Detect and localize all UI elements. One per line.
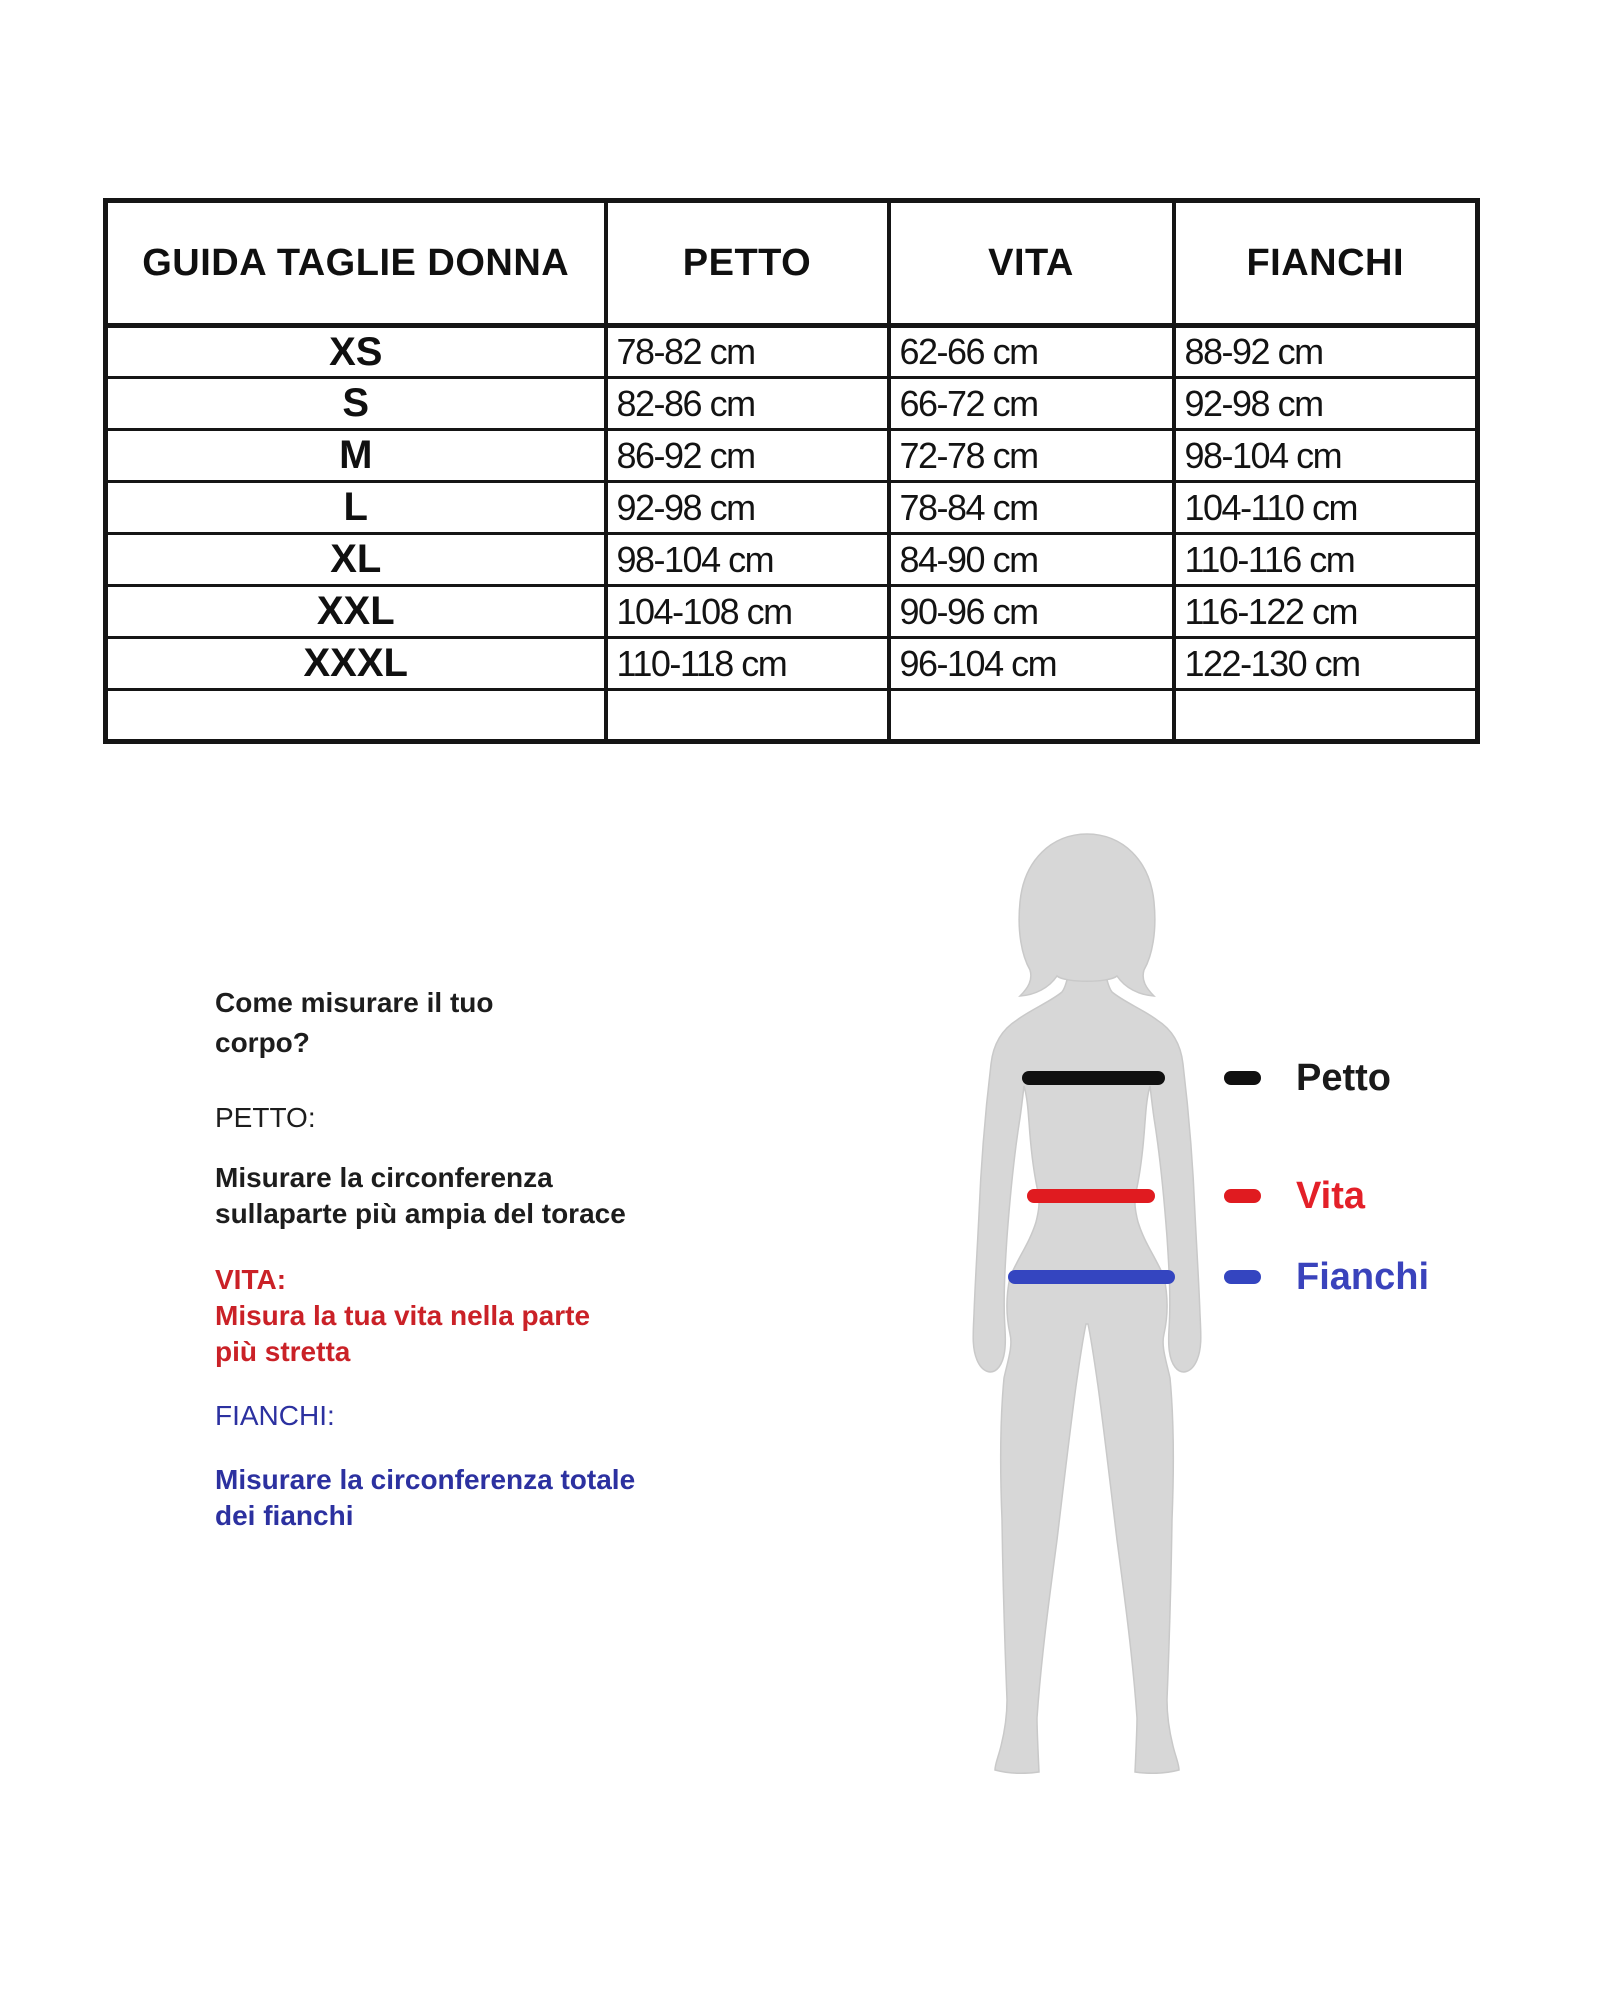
table-row <box>106 326 1478 378</box>
cell-fianchi: 98-104 cm <box>1174 430 1478 482</box>
cell-petto: 86-92 cm <box>606 430 889 482</box>
instruction-label-vita: VITA: <box>215 1264 287 1295</box>
cell-size: L <box>106 482 606 534</box>
table-row <box>106 430 1478 482</box>
table-title: GUIDA TAGLIE DONNA <box>106 201 606 326</box>
col-header-vita: VITA <box>889 201 1174 326</box>
col-header-petto: PETTO <box>606 201 889 326</box>
cell-petto: 104-108 cm <box>606 586 889 638</box>
cell-size: M <box>106 430 606 482</box>
cell-vita: 72-78 cm <box>889 430 1174 482</box>
instructions-sections <box>215 1100 755 1534</box>
col-header-fianchi: FIANCHI <box>1174 201 1478 326</box>
cell-petto: 78-82 cm <box>606 326 889 378</box>
instruction-label-fianchi: FIANCHI: <box>215 1400 335 1431</box>
cell-size: XS <box>106 326 606 378</box>
cell-size <box>106 690 606 742</box>
cell-fianchi: 104-110 cm <box>1174 482 1478 534</box>
legend-label-vita: Vita <box>1296 1175 1366 1217</box>
measure-line-fianchi <box>1008 1270 1175 1284</box>
measure-line-vita <box>1027 1189 1155 1203</box>
instruction-text-line: Misura la tua vita nella parte <box>215 1300 591 1331</box>
table-row <box>106 638 1478 690</box>
instruction-text-line: dei fianchi <box>215 1500 354 1531</box>
cell-size: XXL <box>106 586 606 638</box>
instruction-text-line: più stretta <box>215 1336 351 1367</box>
table-row <box>106 534 1478 586</box>
cell-fianchi: 92-98 cm <box>1174 378 1478 430</box>
table-row <box>106 378 1478 430</box>
table-header-row <box>106 201 1478 326</box>
cell-petto: 98-104 cm <box>606 534 889 586</box>
cell-fianchi <box>1174 690 1478 742</box>
table-row <box>106 586 1478 638</box>
instructions-heading-line: Come misurare il tuo <box>215 987 494 1018</box>
cell-size: XXXL <box>106 638 606 690</box>
cell-vita: 78-84 cm <box>889 482 1174 534</box>
instruction-text-line: Misurare la circonferenza <box>215 1162 553 1193</box>
cell-vita <box>889 690 1174 742</box>
silhouette-body-path <box>973 970 1201 1773</box>
body-measurement-diagram <box>970 830 1510 1790</box>
cell-petto: 110-118 cm <box>606 638 889 690</box>
instruction-text-fianchi <box>215 1462 755 1534</box>
table-row <box>106 482 1478 534</box>
cell-fianchi: 122-130 cm <box>1174 638 1478 690</box>
cell-petto: 92-98 cm <box>606 482 889 534</box>
cell-vita: 66-72 cm <box>889 378 1174 430</box>
instructions-heading-line: corpo? <box>215 1027 310 1058</box>
instruction-text-line: Misurare la circonferenza totale <box>215 1464 636 1495</box>
cell-vita: 84-90 cm <box>889 534 1174 586</box>
cell-fianchi: 110-116 cm <box>1174 534 1478 586</box>
instructions-heading <box>215 983 755 1063</box>
instruction-section-fianchi <box>215 1398 755 1534</box>
cell-size: XL <box>106 534 606 586</box>
legend-dash-petto <box>1224 1071 1261 1085</box>
cell-fianchi: 116-122 cm <box>1174 586 1478 638</box>
instruction-section-petto <box>215 1100 755 1232</box>
cell-vita: 96-104 cm <box>889 638 1174 690</box>
measurement-instructions <box>215 983 755 1534</box>
legend-dash-vita <box>1224 1189 1261 1203</box>
instruction-text-vita <box>215 1298 755 1370</box>
table-row <box>106 690 1478 742</box>
cell-petto: 82-86 cm <box>606 378 889 430</box>
cell-vita: 90-96 cm <box>889 586 1174 638</box>
cell-fianchi: 88-92 cm <box>1174 326 1478 378</box>
cell-petto <box>606 690 889 742</box>
instruction-text-line: sullaparte più ampia del torace <box>215 1198 626 1229</box>
female-silhouette <box>970 830 1204 1774</box>
legend-dash-fianchi <box>1224 1270 1261 1284</box>
silhouette-hair-path <box>1019 834 1155 996</box>
legend-label-petto: Petto <box>1296 1057 1391 1099</box>
instruction-section-vita <box>215 1262 755 1370</box>
instruction-label-petto: PETTO: <box>215 1102 316 1133</box>
cell-vita: 62-66 cm <box>889 326 1174 378</box>
size-table <box>103 198 1480 744</box>
legend-label-fianchi: Fianchi <box>1296 1256 1430 1298</box>
cell-size: S <box>106 378 606 430</box>
measure-line-petto <box>1022 1071 1165 1085</box>
instruction-text-petto <box>215 1160 755 1232</box>
